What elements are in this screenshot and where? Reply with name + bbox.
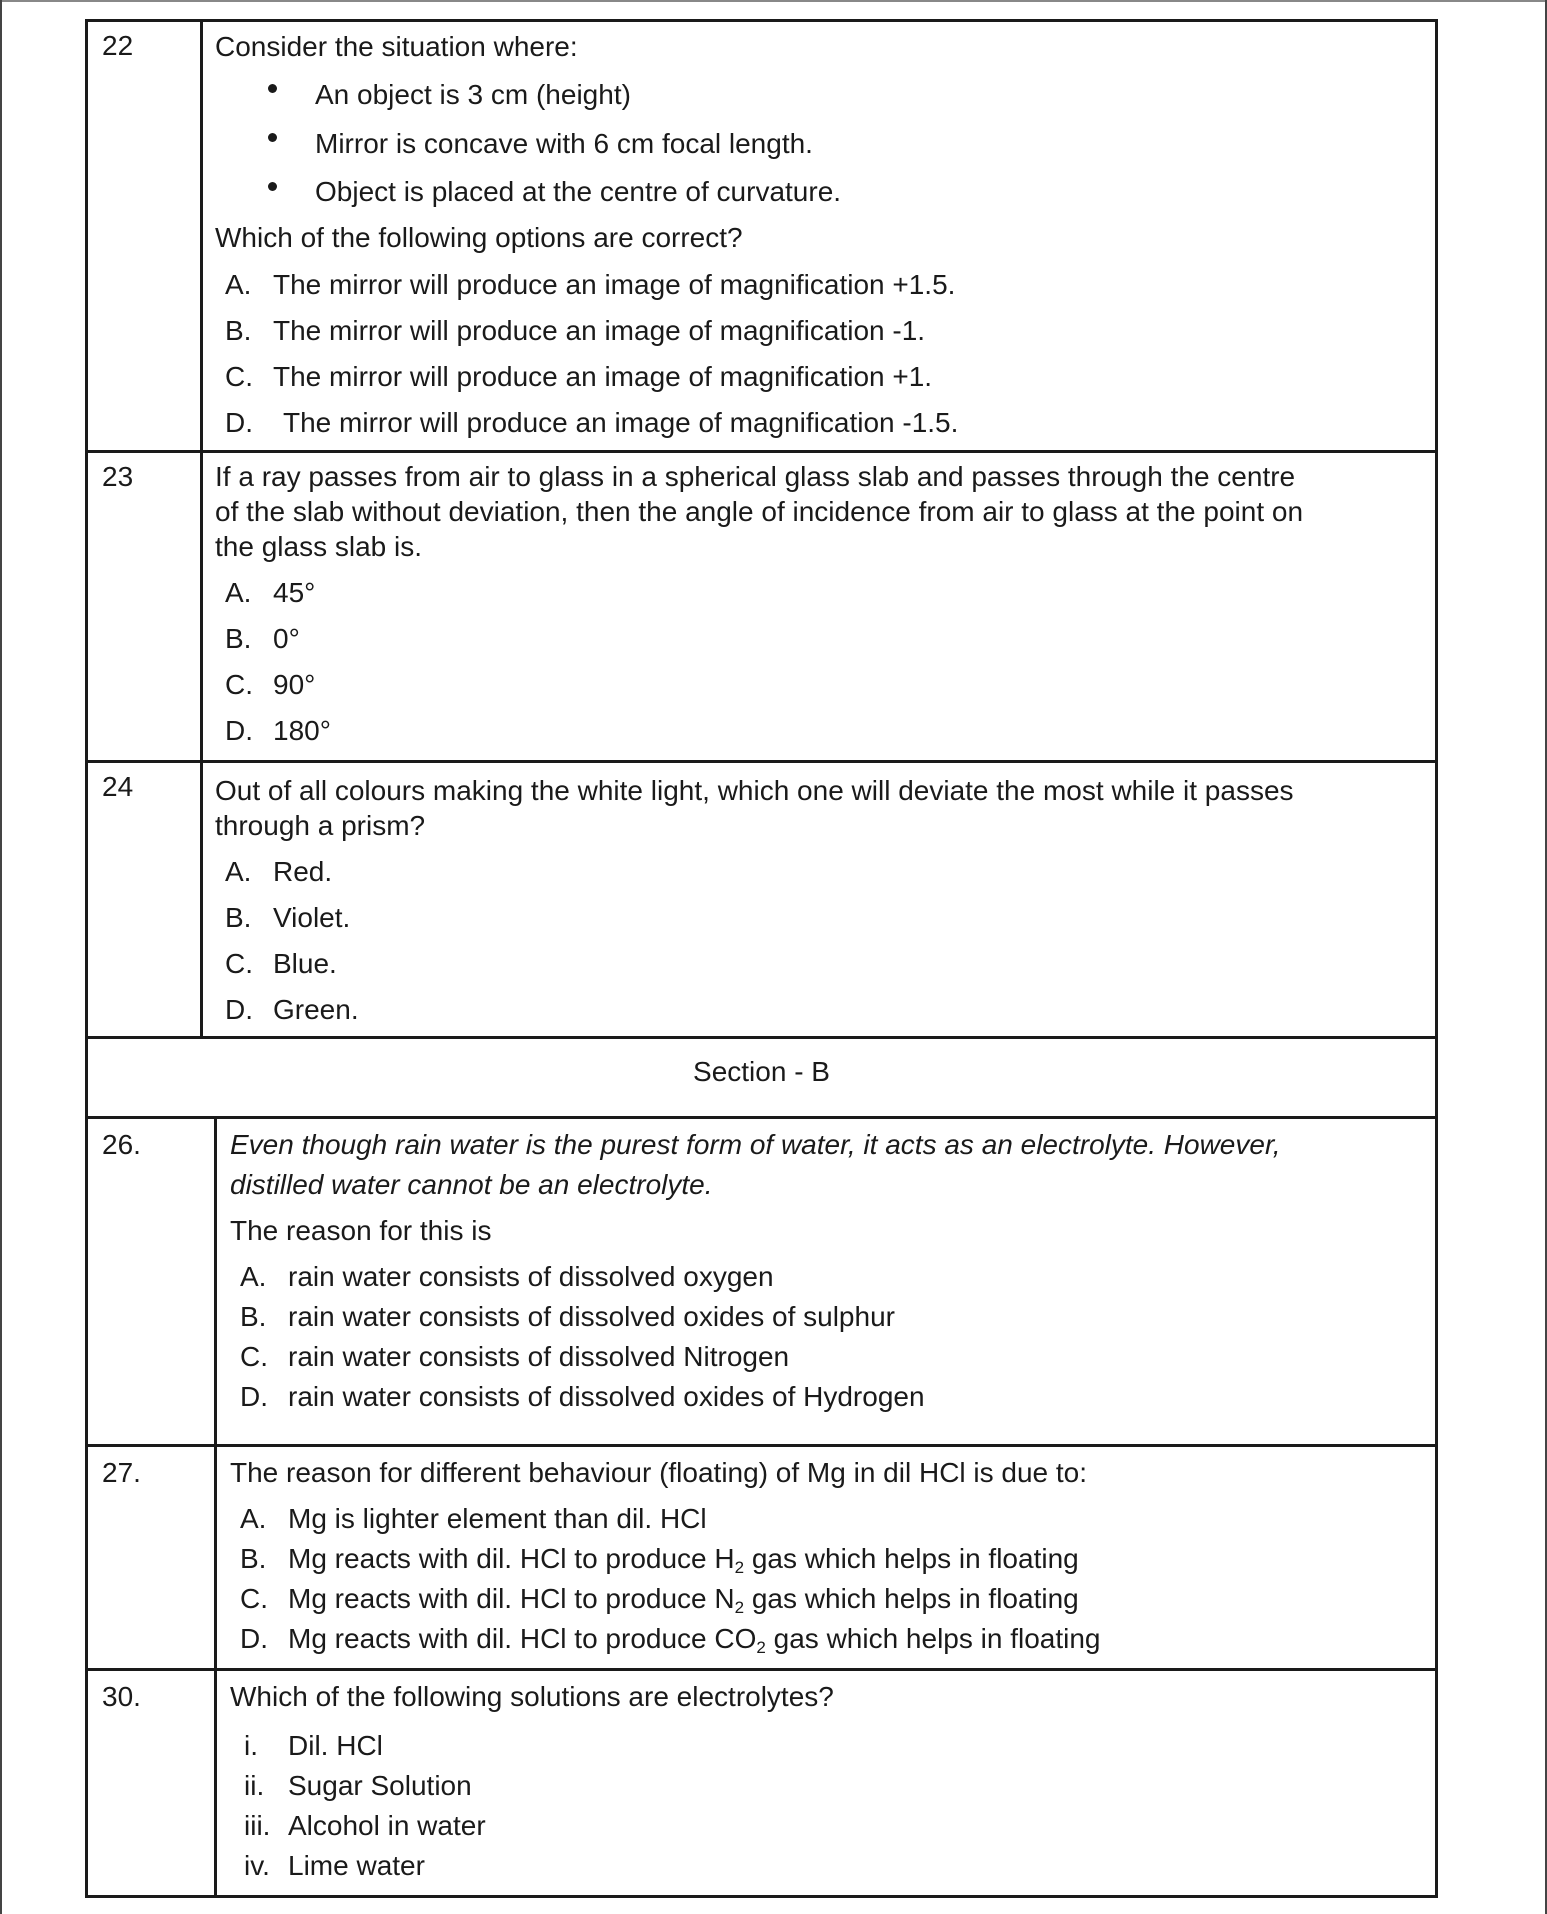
bullet-dot-icon xyxy=(268,84,277,93)
option-text: 45° xyxy=(273,577,316,608)
bullet-item: An object is 3 cm (height) xyxy=(315,79,631,110)
question-number: 27. xyxy=(88,1447,217,1668)
option-letter: D. xyxy=(225,715,253,746)
option-letter: C. xyxy=(225,361,253,392)
option-text: Blue. xyxy=(273,948,337,979)
option-text: 90° xyxy=(273,669,316,700)
question-body xyxy=(217,1671,1435,1895)
question-row-27 xyxy=(85,1444,1438,1671)
option-text: Green. xyxy=(273,994,359,1025)
option-numeral: ii. xyxy=(244,1770,265,1801)
question-number: 23 xyxy=(88,453,203,760)
question-stem-line: If a ray passes from air to glass in a spherical glass slab and passes through the centre xyxy=(215,461,1296,492)
option-text xyxy=(288,1583,1079,1615)
option-letter: A. xyxy=(225,269,252,300)
question-body xyxy=(217,1447,1435,1668)
question-stem: Which of the following solutions are electrolytes? xyxy=(230,1681,834,1712)
question-row-24 xyxy=(85,760,1438,1039)
section-heading-row xyxy=(85,1036,1438,1119)
question-stem-line: the glass slab is. xyxy=(215,531,422,562)
option-text: The mirror will produce an image of magnification +1.5. xyxy=(273,269,956,300)
option-text: rain water consists of dissolved oxygen xyxy=(288,1261,774,1292)
option-text: Mg is lighter element than dil. HCl xyxy=(288,1503,707,1534)
option-text-main: Mg reacts with dil. HCl to produce CO xyxy=(288,1623,757,1654)
option-text: rain water consists of dissolved oxides of Hydrogen xyxy=(288,1381,925,1412)
question-row-30 xyxy=(85,1668,1438,1898)
bullet-dot-icon xyxy=(268,182,277,191)
question-intro: Consider the situation where: xyxy=(215,31,578,62)
option-text: rain water consists of dissolved Nitrogen xyxy=(288,1341,790,1372)
question-row-22 xyxy=(85,19,1438,453)
option-text-main: Mg reacts with dil. HCl to produce N xyxy=(288,1583,735,1614)
page-top-edge xyxy=(0,0,1547,2)
option-text xyxy=(288,1623,1101,1655)
option-text-rest: gas which helps in floating xyxy=(744,1583,1079,1614)
bullet-dot-icon xyxy=(268,133,277,142)
option-text: Dil. HCl xyxy=(288,1730,383,1761)
option-letter: A. xyxy=(225,856,252,887)
question-body xyxy=(203,22,1435,450)
question-body xyxy=(203,763,1435,1036)
option-letter: C. xyxy=(240,1341,268,1372)
page-left-edge xyxy=(0,0,2,1914)
subscript: 2 xyxy=(756,1638,766,1657)
option-text-rest: gas which helps in floating xyxy=(765,1623,1101,1654)
option-letter: B. xyxy=(225,315,252,346)
question-stem-line: of the slab without deviation, then the angle of incidence from air to glass at the point on xyxy=(215,496,1304,527)
option-text: Alcohol in water xyxy=(288,1810,486,1841)
option-letter: D. xyxy=(225,994,253,1025)
option-letter: D. xyxy=(240,1381,268,1412)
question-sheet xyxy=(85,19,1438,1881)
question-stem-line: Out of all colours making the white light, which one will deviate the most while it passes xyxy=(215,775,1294,806)
question-stem: The reason for different behaviour (floating) of Mg in dil HCl is due to: xyxy=(230,1457,1088,1488)
question-number: 22 xyxy=(88,22,203,450)
bullet-item: Object is placed at the centre of curvature. xyxy=(315,176,842,207)
option-letter: D. xyxy=(225,407,253,438)
option-text xyxy=(288,1543,1079,1575)
option-text: The mirror will produce an image of magnification -1.5. xyxy=(283,407,959,438)
option-letter: C. xyxy=(240,1583,268,1614)
option-letter: B. xyxy=(240,1301,267,1332)
option-text: rain water consists of dissolved oxides of sulphur xyxy=(288,1301,895,1332)
option-letter: A. xyxy=(240,1261,267,1292)
question-italic-line: Even though rain water is the purest form of water, it acts as an electrolyte. However, xyxy=(230,1129,1281,1160)
option-text: Sugar Solution xyxy=(288,1770,472,1801)
option-letter: B. xyxy=(225,623,252,654)
option-numeral: iii. xyxy=(244,1810,271,1841)
option-text-main: Mg reacts with dil. HCl to produce H xyxy=(288,1543,735,1574)
option-letter: D. xyxy=(240,1623,268,1654)
bullet-item: Mirror is concave with 6 cm focal length. xyxy=(315,128,813,159)
subscript: 2 xyxy=(734,1598,745,1617)
option-text: Lime water xyxy=(288,1850,425,1881)
option-text-rest: gas which helps in floating xyxy=(744,1543,1079,1574)
option-letter: A. xyxy=(240,1503,267,1534)
option-numeral: i. xyxy=(244,1730,258,1761)
option-letter: C. xyxy=(225,669,253,700)
question-body xyxy=(217,1119,1435,1444)
option-letter: C. xyxy=(225,948,253,979)
question-body xyxy=(203,453,1435,760)
option-text: 0° xyxy=(273,623,300,654)
question-number: 24 xyxy=(88,763,203,1036)
option-text: Red. xyxy=(273,856,333,887)
question-number: 30. xyxy=(88,1671,217,1895)
question-row-26 xyxy=(85,1116,1438,1447)
option-letter: B. xyxy=(225,902,252,933)
question-prompt: The reason for this is xyxy=(230,1215,492,1246)
question-row-23 xyxy=(85,450,1438,763)
question-number: 26. xyxy=(88,1119,217,1444)
question-prompt: Which of the following options are correct? xyxy=(215,222,743,253)
option-letter: A. xyxy=(225,577,252,608)
option-text: The mirror will produce an image of magnification -1. xyxy=(273,315,926,346)
option-text: The mirror will produce an image of magnification +1. xyxy=(273,361,933,392)
option-numeral: iv. xyxy=(244,1850,270,1881)
question-stem-line: through a prism? xyxy=(215,810,426,841)
option-letter: B. xyxy=(240,1543,267,1574)
section-heading: Section - B xyxy=(693,1056,830,1087)
option-text: Violet. xyxy=(273,902,351,933)
option-text: 180° xyxy=(273,715,331,746)
question-italic-line: distilled water cannot be an electrolyte. xyxy=(230,1169,713,1200)
subscript: 2 xyxy=(734,1558,745,1577)
